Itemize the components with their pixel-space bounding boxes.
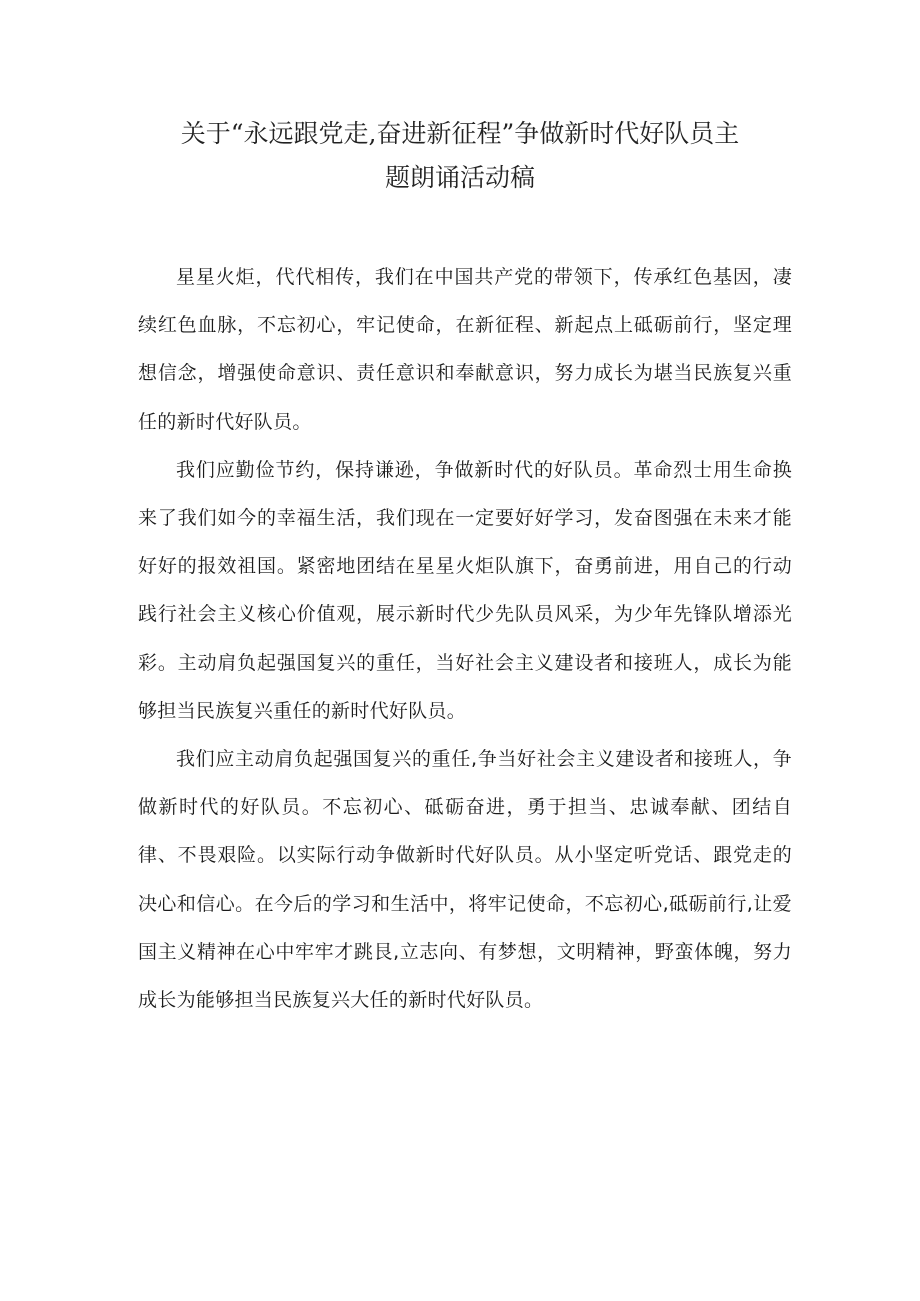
paragraph-1: 星星火炬，代代相传，我们在中国共产党的带领下，传承红色基因，凄续红色血脉，不忘初心，牢记使命，在新征程、新起点上砥砺前行，坚定理想信念，增强使命意识、责任意识和奉献意识，努力成长为堪当民族复兴重任的新时代好队员。 [138, 266, 792, 433]
paragraph-2: 我们应勤俭节约，保持谦逊，争做新时代的好队员。革命烈士用生命换来了我们如今的幸福生活，我们现在一定要好好学习，发奋图强在未来才能好好的报效祖国。紧密地团结在星星火炬队旗下，奋勇前进，用自己的行动践行社会主义核心价值观，展示新时代少先队员风采，为少年先锋队增添光彩。主动肩负起强国复兴的重任，当好社会主义建设者和接班人，成长为能够担当民族复兴重任的新时代好队员。 [138, 458, 792, 722]
title-line-1: 关于“永远跟党走,奋进新征程”争做新时代好队员主 [180, 119, 740, 148]
paragraph-3: 我们应主动肩负起强国复兴的重任,争当好社会主义建设者和接班人，争做新时代的好队员。不忘初心、砥砺奋进，勇于担当、忠诚奉献、团结自律、不畏艰险。以实际行动争做新时代好队员。从小坚定听党话、跟党走的决心和信心。在今后的学习和生活中，将牢记使命，不忘初心,砥砺前行,让爱国主义精神在心中牢牢才跳艮,立志向、有梦想，文明精神，野蛮体魄，努力成长为能够担当民族复兴大任的新时代好队员。 [138, 748, 792, 1012]
title-line-2: 题朗诵活动稿 [384, 163, 535, 192]
document-title [120, 112, 800, 200]
document-body [138, 253, 792, 1024]
